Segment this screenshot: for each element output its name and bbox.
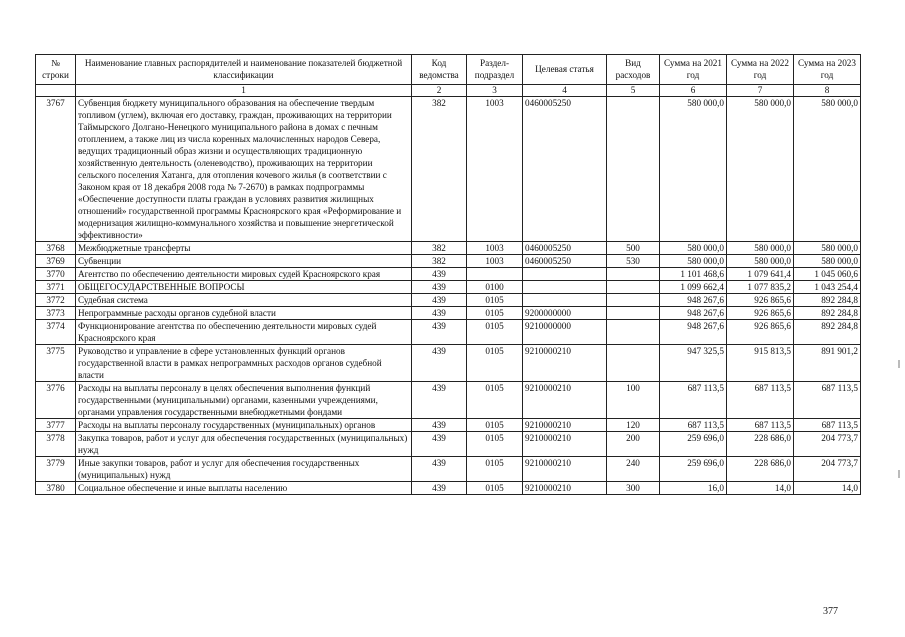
department-code: 439: [412, 268, 467, 281]
table-row: [36, 457, 861, 482]
table-row: [36, 97, 861, 242]
target-article: 0460005250: [523, 97, 607, 242]
row-name: Закупка товаров, работ и услуг для обеспечения государственных (муниципальных) нужд: [76, 432, 412, 457]
target-article: 0460005250: [523, 255, 607, 268]
department-code: 439: [412, 307, 467, 320]
column-number: 1: [76, 85, 412, 97]
row-number: 3776: [36, 382, 76, 419]
header-expense-type: Вид расходов: [607, 55, 660, 85]
expense-type: [607, 268, 660, 281]
sum-2022: 926 865,6: [727, 320, 794, 345]
column-number: [36, 85, 76, 97]
row-name: Социальное обеспечение и иные выплаты населению: [76, 482, 412, 495]
sum-2023: 204 773,7: [794, 432, 861, 457]
row-number: 3767: [36, 97, 76, 242]
row-number: 3774: [36, 320, 76, 345]
expense-type: [607, 307, 660, 320]
section-code: 0105: [467, 345, 523, 382]
row-number: 3770: [36, 268, 76, 281]
expense-type: [607, 320, 660, 345]
department-code: 439: [412, 294, 467, 307]
table-row: [36, 307, 861, 320]
sum-2022: 580 000,0: [727, 242, 794, 255]
sum-2023: 580 000,0: [794, 255, 861, 268]
table-row: [36, 320, 861, 345]
expense-type: [607, 345, 660, 382]
section-code: 1003: [467, 242, 523, 255]
page-number: 377: [823, 606, 838, 617]
table-row: [36, 255, 861, 268]
expense-type: 300: [607, 482, 660, 495]
column-number: 8: [794, 85, 861, 97]
sum-2023: 14,0: [794, 482, 861, 495]
sum-2022: 687 113,5: [727, 419, 794, 432]
header-row: [36, 55, 861, 85]
target-article: 9210000000: [523, 320, 607, 345]
target-article: [523, 268, 607, 281]
sum-2022: 687 113,5: [727, 382, 794, 419]
sum-2023: 892 284,8: [794, 307, 861, 320]
row-number: 3778: [36, 432, 76, 457]
sum-2021: 580 000,0: [660, 242, 727, 255]
table-row: [36, 242, 861, 255]
sum-2021: 687 113,5: [660, 382, 727, 419]
target-article: 9210000210: [523, 345, 607, 382]
table-row: [36, 382, 861, 419]
department-code: 439: [412, 432, 467, 457]
row-number: 3780: [36, 482, 76, 495]
table-row: [36, 345, 861, 382]
row-number: 3777: [36, 419, 76, 432]
sum-2021: 16,0: [660, 482, 727, 495]
row-number: 3773: [36, 307, 76, 320]
section-code: [467, 268, 523, 281]
row-number: 3769: [36, 255, 76, 268]
department-code: 439: [412, 482, 467, 495]
row-number: 3779: [36, 457, 76, 482]
sum-2021: 580 000,0: [660, 97, 727, 242]
section-code: 0105: [467, 294, 523, 307]
sum-2022: 580 000,0: [727, 97, 794, 242]
header-sum-2023: Сумма на 2023 год: [794, 55, 861, 85]
scan-margin-mark: [898, 470, 900, 478]
target-article: [523, 281, 607, 294]
sum-2021: 948 267,6: [660, 307, 727, 320]
row-name: Функционирование агентства по обеспечению деятельности мировых судей Красноярского края: [76, 320, 412, 345]
row-name: Руководство и управление в сфере установленных функций органов государственной власти в рамках непрограммных расходов органов судебной власти: [76, 345, 412, 382]
expense-type: [607, 97, 660, 242]
target-article: 9210000210: [523, 419, 607, 432]
header-department-code: Код ведомства: [412, 55, 467, 85]
header-sum-2022: Сумма на 2022 год: [727, 55, 794, 85]
sum-2021: 1 101 468,6: [660, 268, 727, 281]
header-section: Раздел-подраздел: [467, 55, 523, 85]
section-code: 1003: [467, 97, 523, 242]
department-code: 439: [412, 457, 467, 482]
target-article: 9210000210: [523, 457, 607, 482]
department-code: 382: [412, 97, 467, 242]
column-number: 7: [727, 85, 794, 97]
department-code: 439: [412, 320, 467, 345]
expense-type: 120: [607, 419, 660, 432]
section-code: 0105: [467, 320, 523, 345]
section-code: 0105: [467, 419, 523, 432]
sum-2023: 1 045 060,6: [794, 268, 861, 281]
expense-type: 240: [607, 457, 660, 482]
section-code: 0105: [467, 432, 523, 457]
table-row: [36, 268, 861, 281]
sum-2021: 687 113,5: [660, 419, 727, 432]
column-number: 5: [607, 85, 660, 97]
column-number: 6: [660, 85, 727, 97]
row-name: Расходы на выплаты персоналу в целях обеспечения выполнения функций государственными (муниципальными) органами, казенными учреждениями, органами управления государственными внебюджетными фондами: [76, 382, 412, 419]
sum-2022: 926 865,6: [727, 307, 794, 320]
row-name: Иные закупки товаров, работ и услуг для обеспечения государственных (муниципальных) нужд: [76, 457, 412, 482]
column-number-row: [36, 85, 861, 97]
department-code: 439: [412, 345, 467, 382]
sum-2023: 580 000,0: [794, 242, 861, 255]
table-row: [36, 281, 861, 294]
sum-2022: 926 865,6: [727, 294, 794, 307]
table-row: [36, 419, 861, 432]
sum-2023: 687 113,5: [794, 382, 861, 419]
section-code: 0105: [467, 457, 523, 482]
department-code: 382: [412, 255, 467, 268]
row-number: 3768: [36, 242, 76, 255]
header-sum-2021: Сумма на 2021 год: [660, 55, 727, 85]
sum-2022: 14,0: [727, 482, 794, 495]
row-name: Межбюджетные трансферты: [76, 242, 412, 255]
expense-type: [607, 294, 660, 307]
department-code: 439: [412, 281, 467, 294]
expense-type: [607, 281, 660, 294]
header-target-article: Целевая статья: [523, 55, 607, 85]
target-article: 9210000210: [523, 482, 607, 495]
row-name: Расходы на выплаты персоналу государственных (муниципальных) органов: [76, 419, 412, 432]
expense-type: 100: [607, 382, 660, 419]
row-name: Субвенции: [76, 255, 412, 268]
sum-2023: 204 773,7: [794, 457, 861, 482]
scan-margin-mark: [898, 360, 900, 368]
sum-2022: 1 079 641,4: [727, 268, 794, 281]
sum-2021: 1 099 662,4: [660, 281, 727, 294]
row-number: 3772: [36, 294, 76, 307]
sum-2021: 948 267,6: [660, 320, 727, 345]
sum-2022: 580 000,0: [727, 255, 794, 268]
sum-2022: 915 813,5: [727, 345, 794, 382]
sum-2021: 947 325,5: [660, 345, 727, 382]
sum-2023: 892 284,8: [794, 320, 861, 345]
row-name: Агентство по обеспечению деятельности мировых судей Красноярского края: [76, 268, 412, 281]
department-code: 439: [412, 382, 467, 419]
target-article: 9200000000: [523, 307, 607, 320]
sum-2023: 687 113,5: [794, 419, 861, 432]
sum-2023: 891 901,2: [794, 345, 861, 382]
department-code: 382: [412, 242, 467, 255]
section-code: 0105: [467, 482, 523, 495]
sum-2021: 948 267,6: [660, 294, 727, 307]
header-row-number: № строки: [36, 55, 76, 85]
sum-2021: 259 696,0: [660, 457, 727, 482]
header-name: Наименование главных распорядителей и наименование показателей бюджетной классификации: [76, 55, 412, 85]
section-code: 1003: [467, 255, 523, 268]
target-article: [523, 294, 607, 307]
budget-table: [35, 54, 861, 495]
table-row: [36, 482, 861, 495]
row-name: Непрограммные расходы органов судебной власти: [76, 307, 412, 320]
sum-2022: 1 077 835,2: [727, 281, 794, 294]
expense-type: 500: [607, 242, 660, 255]
section-code: 0105: [467, 307, 523, 320]
expense-type: 200: [607, 432, 660, 457]
sum-2022: 228 686,0: [727, 432, 794, 457]
sum-2023: 580 000,0: [794, 97, 861, 242]
expense-type: 530: [607, 255, 660, 268]
column-number: 4: [523, 85, 607, 97]
table-body: [36, 97, 861, 495]
target-article: 0460005250: [523, 242, 607, 255]
target-article: 9210000210: [523, 432, 607, 457]
row-number: 3775: [36, 345, 76, 382]
sum-2022: 228 686,0: [727, 457, 794, 482]
section-code: 0100: [467, 281, 523, 294]
row-number: 3771: [36, 281, 76, 294]
sum-2021: 580 000,0: [660, 255, 727, 268]
row-name: Субвенция бюджету муниципального образования на обеспечение твердым топливом (углем), включая его доставку, граждан, проживающих на территории Таймырского Долгано-Ненецкого муниципального района в домах с печным отоплением, а также лиц из числа коренных малочисленных народов Севера, ведущих традиционный образ жизни и осуществляющих традиционную хозяйственную деятельность (оленеводство), проживающих на территории сельского поселения Хатанга, для отопления кочевого жилья (в соответствии с Законом края от 18 декабря 2008 года № 7-2670) в рамках подпрограммы «Обеспечение доступности платы граждан в условиях развития жилищных отношений» государственной программы Красноярского края «Реформирование и модернизация жилищно-коммунального хозяйства и повышение энергетической эффективности»: [76, 97, 412, 242]
column-number: 3: [467, 85, 523, 97]
row-name: Судебная система: [76, 294, 412, 307]
column-number: 2: [412, 85, 467, 97]
sum-2023: 892 284,8: [794, 294, 861, 307]
section-code: 0105: [467, 382, 523, 419]
table-row: [36, 432, 861, 457]
row-name: ОБЩЕГОСУДАРСТВЕННЫЕ ВОПРОСЫ: [76, 281, 412, 294]
department-code: 439: [412, 419, 467, 432]
table-row: [36, 294, 861, 307]
sum-2023: 1 043 254,4: [794, 281, 861, 294]
sum-2021: 259 696,0: [660, 432, 727, 457]
target-article: 9210000210: [523, 382, 607, 419]
